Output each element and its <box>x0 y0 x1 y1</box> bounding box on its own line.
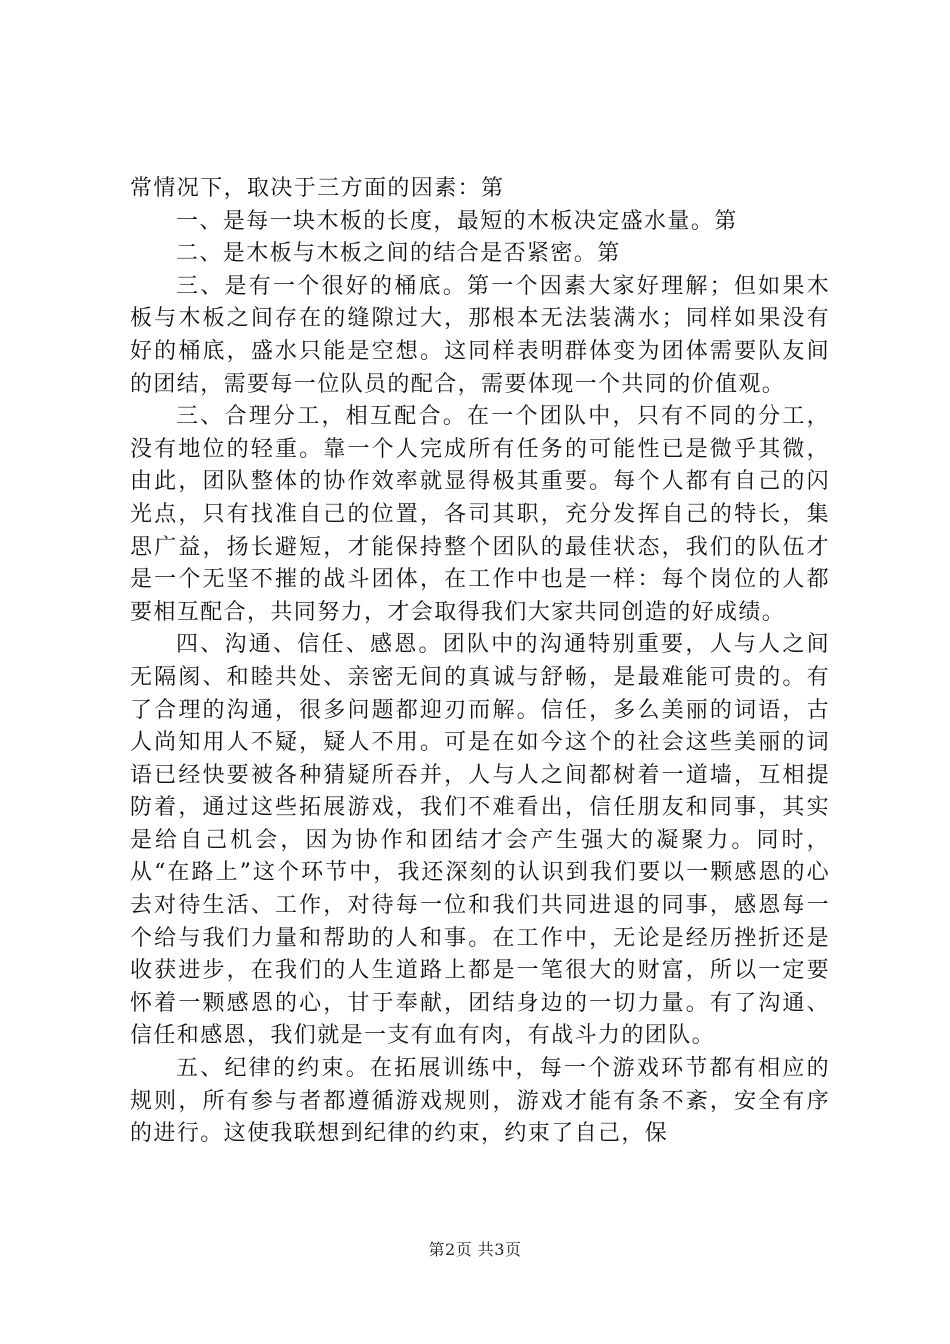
paragraph-1: 常情况下，取决于三方面的因素：第 <box>130 176 505 201</box>
paragraph-2: 一、是每一块木板的长度，最短的木板决定盛水量。第 <box>176 208 738 234</box>
page-number-footer: 第2页 共3页 <box>428 1240 522 1259</box>
paragraph-7: 五、纪律的约束。在拓展训练中，每一个游戏环节都有相应的规则，所有参与者都遵循游戏规则，游戏才能有条不紊，安全有序的进行。这使我联想到纪律的约束，约束了自己，保 <box>130 1056 830 1147</box>
paragraph-6: 四、沟通、信任、感恩。团队中的沟通特别重要，人与人之间无隔阂、和睦共处、亲密无间的真诚与舒畅，是最难能可贵的。有了合理的沟通，很多问题都迎刃而解。信任，多么美丽的词语，古人尚知用人不疑，疑人不用。可是在如今这个的社会这些美丽的词语已经快要被各种猜疑所吞并，人与人之间都树着一道墙，互相提防着，通过这些拓展游戏，我们不难看出，信任朋友和同事，其实是给自己机会，因为协作和团结才会产生强大的凝聚力。同时，从“在路上”这个环节中，我还深刻的认识到我们要以一颗感恩的心去对待生活、工作，对待每一位和我们共同进退的同事，感恩每一个给与我们力量和帮助的人和事。在工作中，无论是经历挫折还是收获进步，在我们的人生道路上都是一笔很大的财富，所以一定要怀着一颗感恩的心，甘于奉献，团结身边的一切力量。有了沟通、信任和感恩，我们就是一支有血有肉，有战斗力的团队。 <box>130 632 830 1049</box>
paragraph-3: 二、是木板与木板之间的结合是否紧密。第 <box>176 241 621 267</box>
paragraph-4: 三、是有一个很好的桶底。第一个因素大家好理解；但如果木板与木板之间存在的缝隙过大，那根本无法装满水；同样如果没有好的桶底，盛水只能是空想。这同样表明群体变为团体需要队友间的团结，需要每一位队员的配合，需要体现一个共同的价值观。 <box>130 273 830 397</box>
document-body <box>130 173 830 1151</box>
paragraph-5: 三、合理分工，相互配合。在一个团队中，只有不同的分工，没有地位的轻重。靠一个人完成所有任务的可能性已是微乎其微，由此，团队整体的协作效率就显得极其重要。每个人都有自己的闪光点，只有找准自己的位置，各司其职，充分发挥自己的特长，集思广益，扬长避短，才能保持整个团队的最佳状态，我们的队伍才是一个无坚不摧的战斗团体，在工作中也是一样：每个岗位的人都要相互配合，共同努力，才会取得我们大家共同创造的好成绩。 <box>130 404 830 625</box>
